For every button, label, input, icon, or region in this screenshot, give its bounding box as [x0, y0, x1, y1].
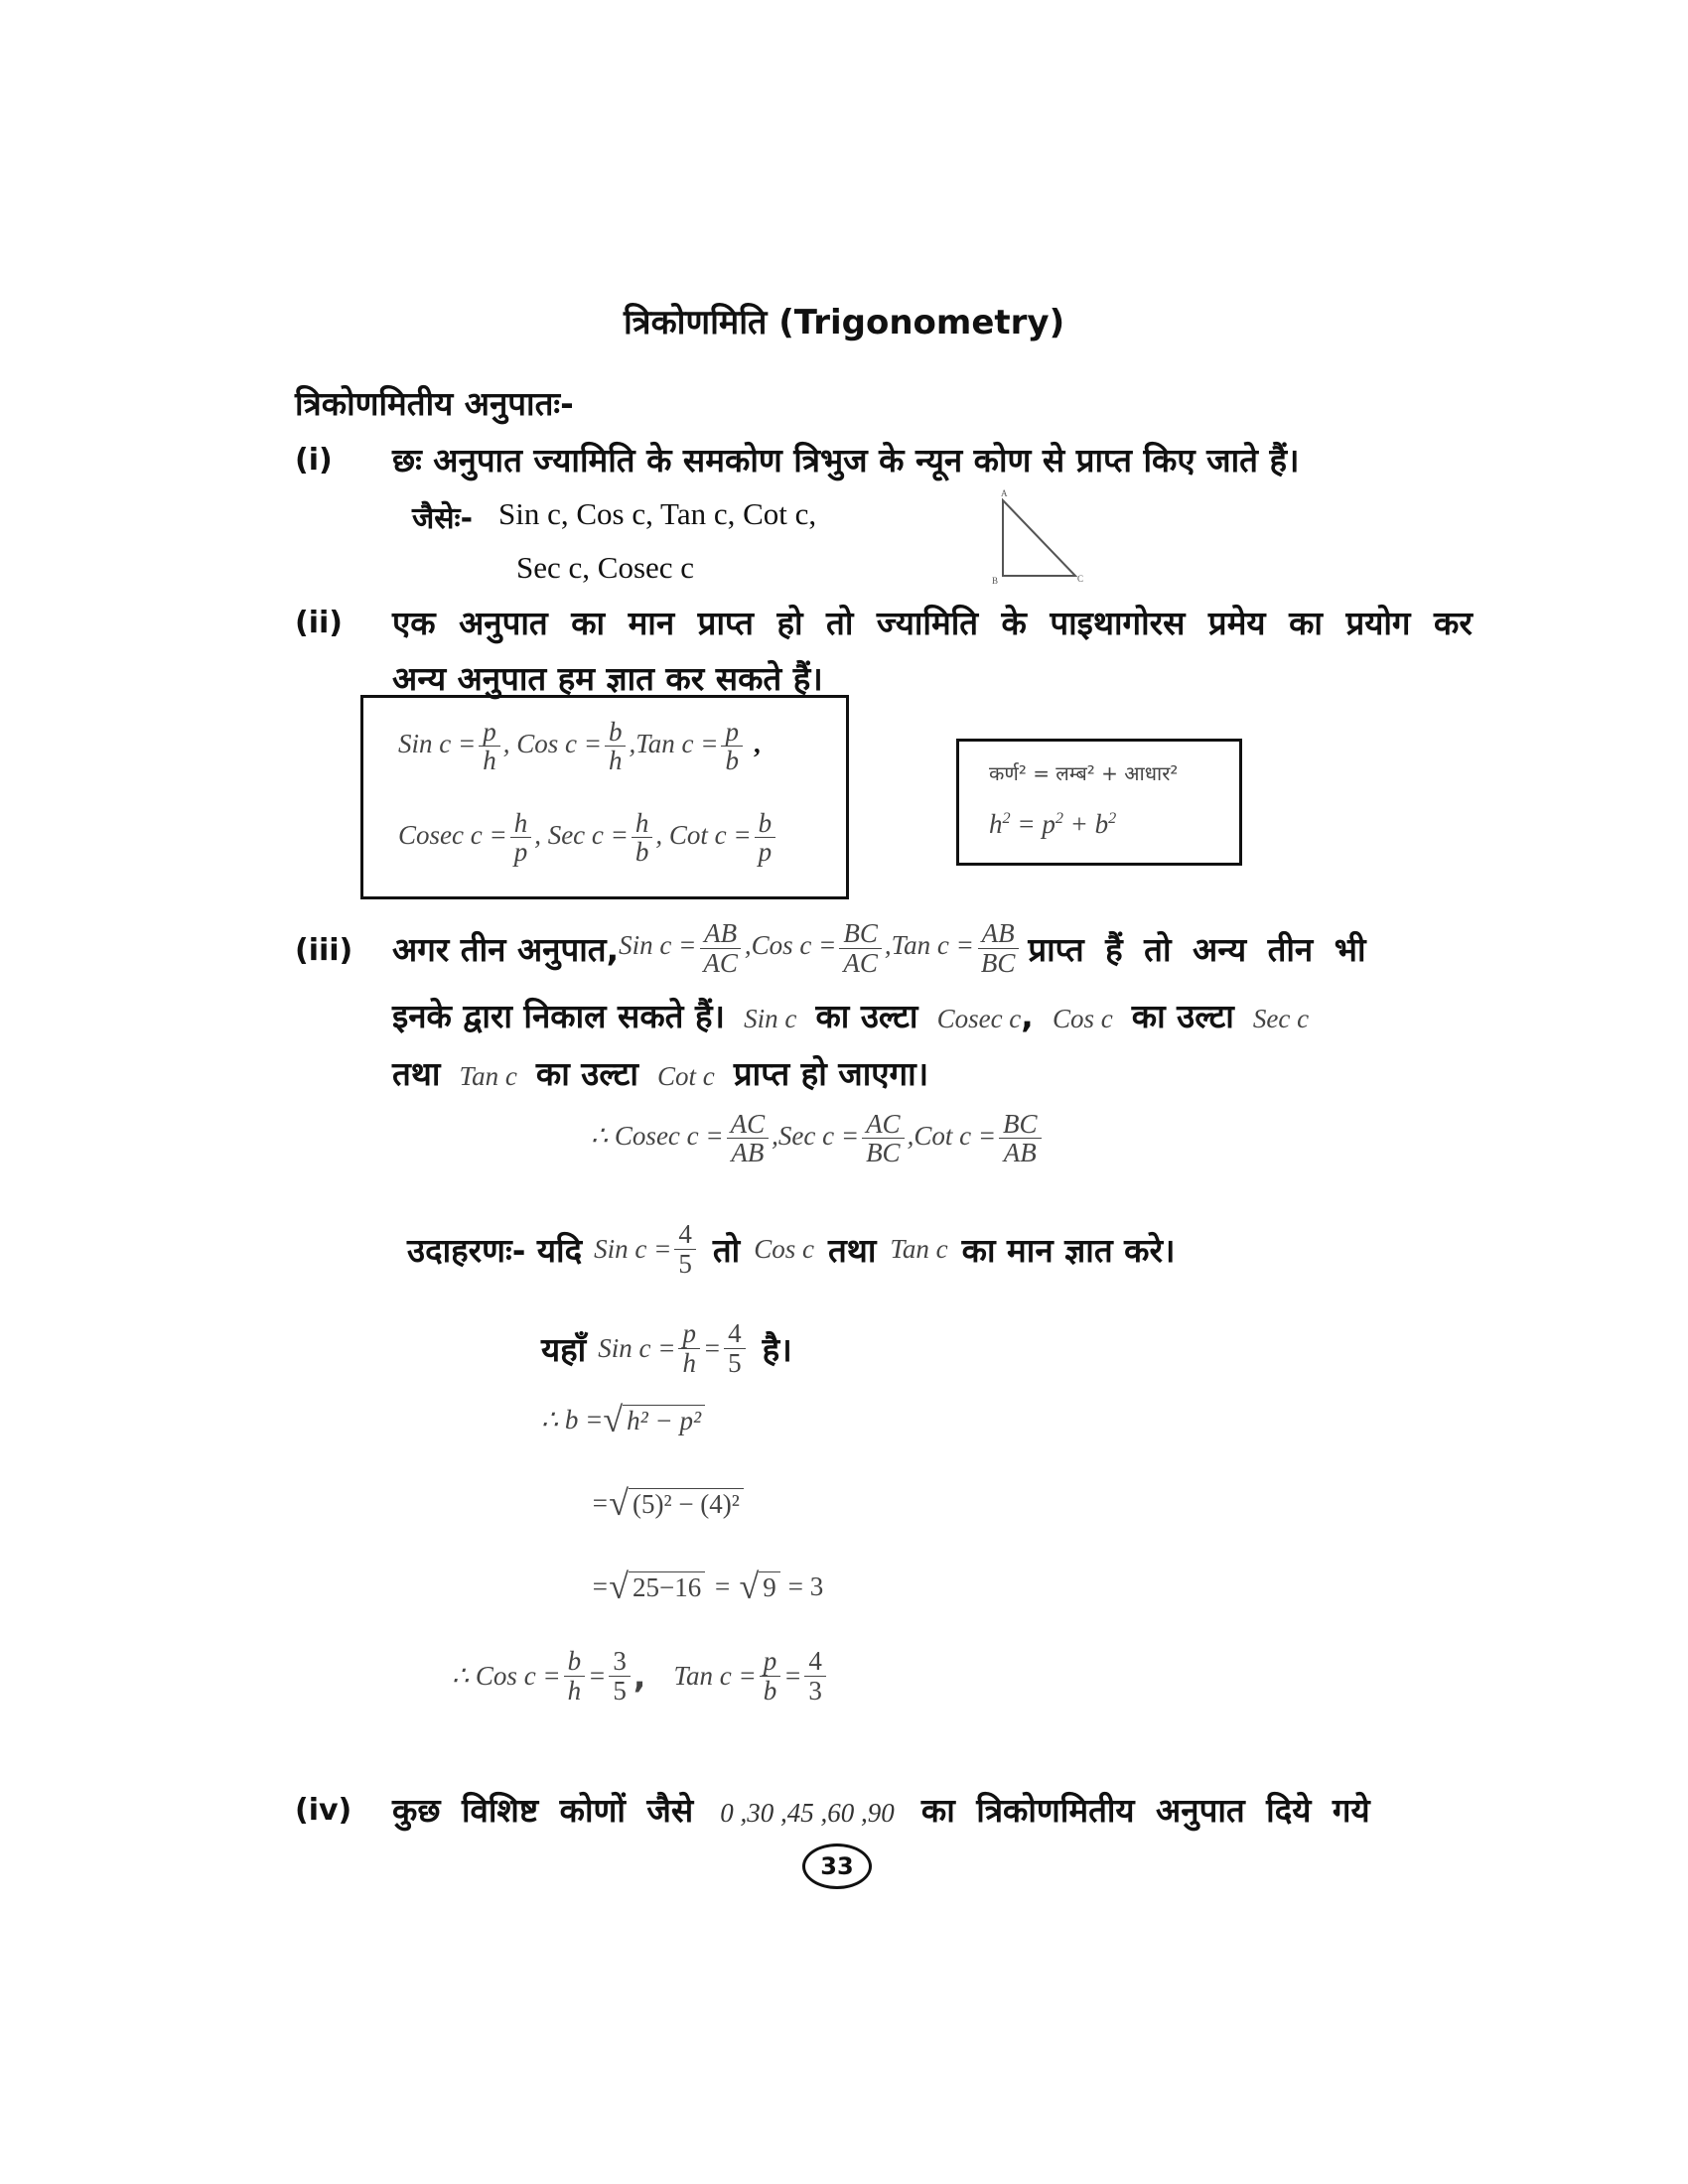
item-ii-line1: एक अनुपात का मान प्राप्त हो तो ज्यामिति के पाइथागोरस प्रमेय का प्रयोग कर	[392, 604, 1473, 642]
solution-step-3: = √ 25−16 = √ 9 = 3	[591, 1567, 824, 1606]
example-label: जैसेः-	[412, 501, 474, 536]
page-title: त्रिकोणमिति (Trigonometry)	[624, 303, 1065, 342]
triangle-shape	[1003, 500, 1075, 576]
solution-given: यहाँ Sin c = $\frac{p}{h}$ = $\frac{4}{5}$ है।	[541, 1318, 792, 1378]
item-iii-line2: इनके द्वारा निकाल सकते हैं। Sin c का उल्टा Cosec c, Cos c का उल्टा Sec c	[392, 997, 1310, 1035]
sin-fn: Sin c =	[398, 729, 477, 759]
item-iv-text: कुछ विशिष्ट कोणों जैसे 0 ,30 ,45 ,60 ,90 का त्रिकोणमितीय अनुपात दिये गये	[392, 1791, 1370, 1830]
solution-final: ∴ Cos c = $\frac{b}{h}$ = $\frac{3}{5}$ , Tan c = $\frac{p}{b}$ = $\frac{4}{3}$	[452, 1636, 829, 1715]
pythagoras-formula: $h^2 = p^2 + b^2$	[989, 809, 1117, 839]
page-number-badge: 33	[802, 1843, 872, 1889]
item-i-text: छः अनुपात ज्यामिति के समकोण त्रिभुज के न्यून कोण से प्राप्त किए जाते हैं।	[392, 441, 1300, 479]
item-iii-therefore: ∴ Cosec c = $\frac{AC}{AB}$ ,Sec c = $\frac{AC}{BC}$ ,Cot c = $\frac{BC}{AB}$	[591, 1110, 1045, 1167]
cot-fn: , Cot c =	[655, 820, 752, 851]
ratio-row-1: Sin c = $\frac{p}{h}$ , Cos c = $\frac{b}{h}$ ,Tan c = $\frac{p}{b}$ ,	[398, 717, 761, 776]
example-line-1: Sin c, Cos c, Tan c, Cot c,	[498, 496, 817, 531]
item-marker-iv: (iv)	[295, 1793, 352, 1828]
vertex-a: A	[1001, 488, 1008, 498]
item-marker-iii: (iii)	[295, 933, 353, 968]
ratio-definitions-box	[360, 695, 849, 899]
tan-frac: $\frac{p}{b}$	[721, 718, 743, 775]
cot-frac: $\frac{b}{p}$	[755, 809, 776, 867]
item-marker-ii: (ii)	[295, 606, 343, 640]
section-heading: त्रिकोणमितीय अनुपातः-	[295, 384, 574, 423]
pythagoras-box	[956, 739, 1242, 866]
sec-fn: , Sec c =	[534, 820, 629, 851]
right-triangle-figure	[988, 488, 1087, 588]
item-ii-line2: अन्य अनुपात हम ज्ञात कर सकते हैं।	[392, 659, 823, 698]
cos-frac: $\frac{b}{h}$	[605, 718, 627, 775]
pythagoras-hindi: कर्ण² = लम्ब² + आधार²	[989, 761, 1179, 785]
item-iii-line1: अगर तीन अनुपात, Sin c = $\frac{AB}{AC}$ ,Cos c = $\frac{BC}{AC}$ ,Tan c = $\frac{AB}{BC}$ प्राप्त हैं तो अन्य तीन भी	[392, 918, 1366, 978]
tan-fn: ,Tan c =	[629, 729, 719, 759]
solution-step-1: ∴ b = √ h² − p²	[541, 1402, 705, 1437]
sin-frac: $\frac{p}{h}$	[479, 718, 500, 775]
solution-step-2: = √ (5)² − (4)²	[591, 1485, 744, 1521]
cosec-fn: Cosec c =	[398, 820, 507, 851]
vertex-b: B	[992, 576, 999, 586]
ratio-row-2	[398, 809, 778, 867]
item-marker-i: (i)	[295, 443, 333, 478]
example-line: उदाहरणः- यदि Sin c = $\frac{4}{5}$ तो Cos c तथा Tan c का मान ज्ञात करे।	[407, 1219, 1176, 1279]
sec-frac: $\frac{h}{b}$	[632, 809, 653, 867]
cosec-frac: $\frac{h}{p}$	[510, 809, 532, 867]
cos-fn: , Cos c =	[502, 729, 602, 759]
example-line-2: Sec c, Cosec c	[516, 550, 695, 585]
vertex-c: C	[1077, 574, 1084, 584]
item-iii-line3: तथा Tan c का उल्टा Cot c प्राप्त हो जाएगा।	[392, 1054, 929, 1093]
